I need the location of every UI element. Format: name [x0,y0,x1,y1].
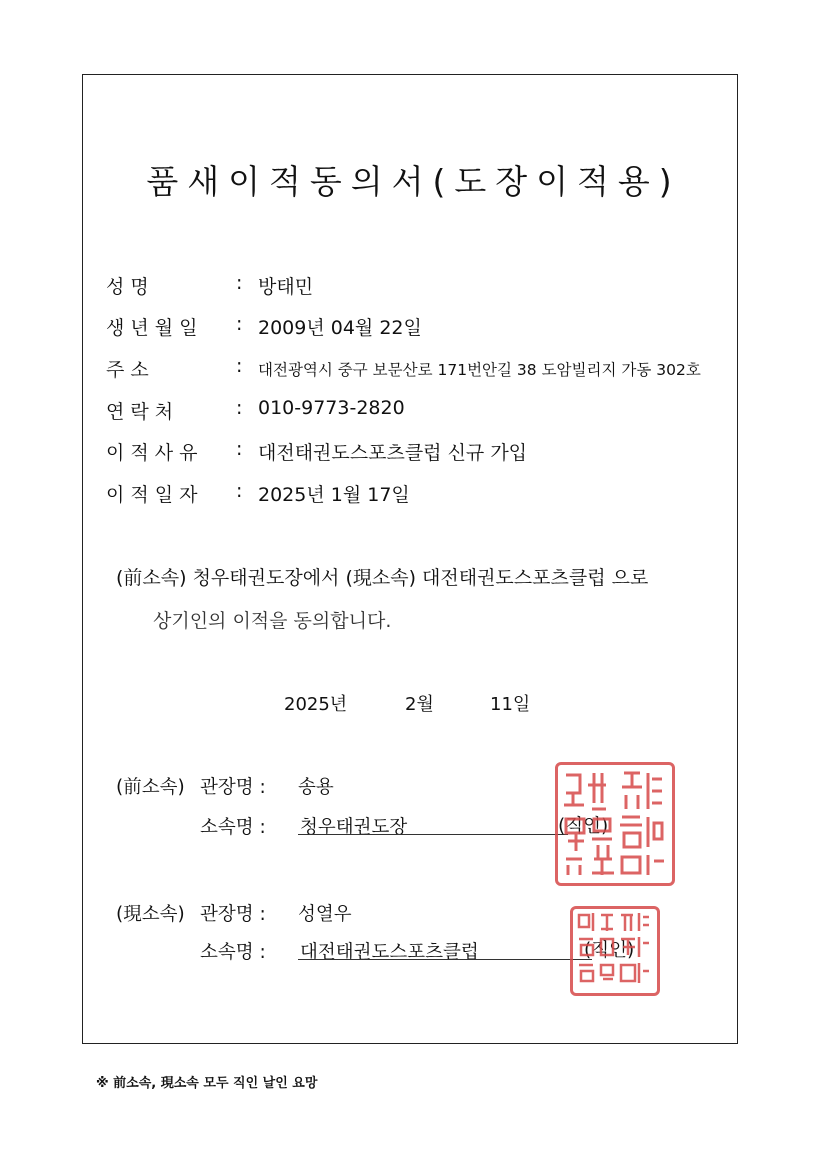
current-seal-glyphs [573,909,651,987]
footnote: ※ 前소속, 現소속 모두 직인 날인 요망 [96,1076,318,1091]
consent-line-1: (前소속) 청우태권도장에서 (現소속) 대전태권도스포츠클럽 으로 [116,567,649,589]
transfer-date-value: 2025년 1월 17일 [258,484,410,506]
current-prefix: (現소속) [116,904,185,925]
contact-colon: : [236,397,243,419]
previous-seal-glyphs [558,765,666,877]
previous-head-label: 관장명 : [200,777,266,798]
previous-head-name: 송용 [298,777,334,798]
previous-org-name: 청우태권도장 [300,817,408,838]
transfer-reason-value: 대전태권도스포츠클럽 신규 가입 [258,442,528,464]
contact-value: 010-9773-2820 [258,397,405,419]
current-org-label: 소속명 : [200,942,266,963]
document-border [82,74,738,1044]
previous-org-label: 소속명 : [200,817,266,838]
contact-label: 연 락 처 [106,401,174,423]
consent-line-2: 상기인의 이적을 동의합니다. [153,610,392,632]
current-official-seal [570,906,660,996]
current-seal-mark: (직인) [584,940,635,961]
current-head-label: 관장명 : [200,904,266,925]
birthdate-colon: : [236,313,243,335]
previous-seal-mark: (직인) [558,816,609,837]
address-value: 대전광역시 중구 보문산로 171번안길 38 도암빌리지 가동 302호 [258,361,701,379]
current-signature-line [298,959,592,960]
document-title: 품새이적동의서(도장이적용) [146,162,681,201]
current-head-name: 성열우 [298,904,352,925]
previous-signature-line [298,834,568,835]
transfer-date-label: 이 적 일 자 [106,484,198,506]
transfer-reason-colon: : [236,438,243,460]
date-month: 2월 [405,694,434,715]
birthdate-value: 2009년 04월 22일 [258,317,422,339]
transfer-date-colon: : [236,480,243,502]
address-colon: : [236,355,243,377]
name-value: 방태민 [258,276,314,298]
previous-official-seal [555,762,675,886]
birthdate-label: 생 년 월 일 [106,317,198,339]
date-year: 2025년 [284,694,348,715]
name-colon: : [236,272,243,294]
date-day: 11일 [490,694,531,715]
transfer-reason-label: 이 적 사 유 [106,442,198,464]
current-org-name: 대전태권도스포츠클럽 [300,942,479,963]
name-label: 성 명 [106,276,149,298]
address-label: 주 소 [106,359,149,381]
previous-prefix: (前소속) [116,777,185,798]
